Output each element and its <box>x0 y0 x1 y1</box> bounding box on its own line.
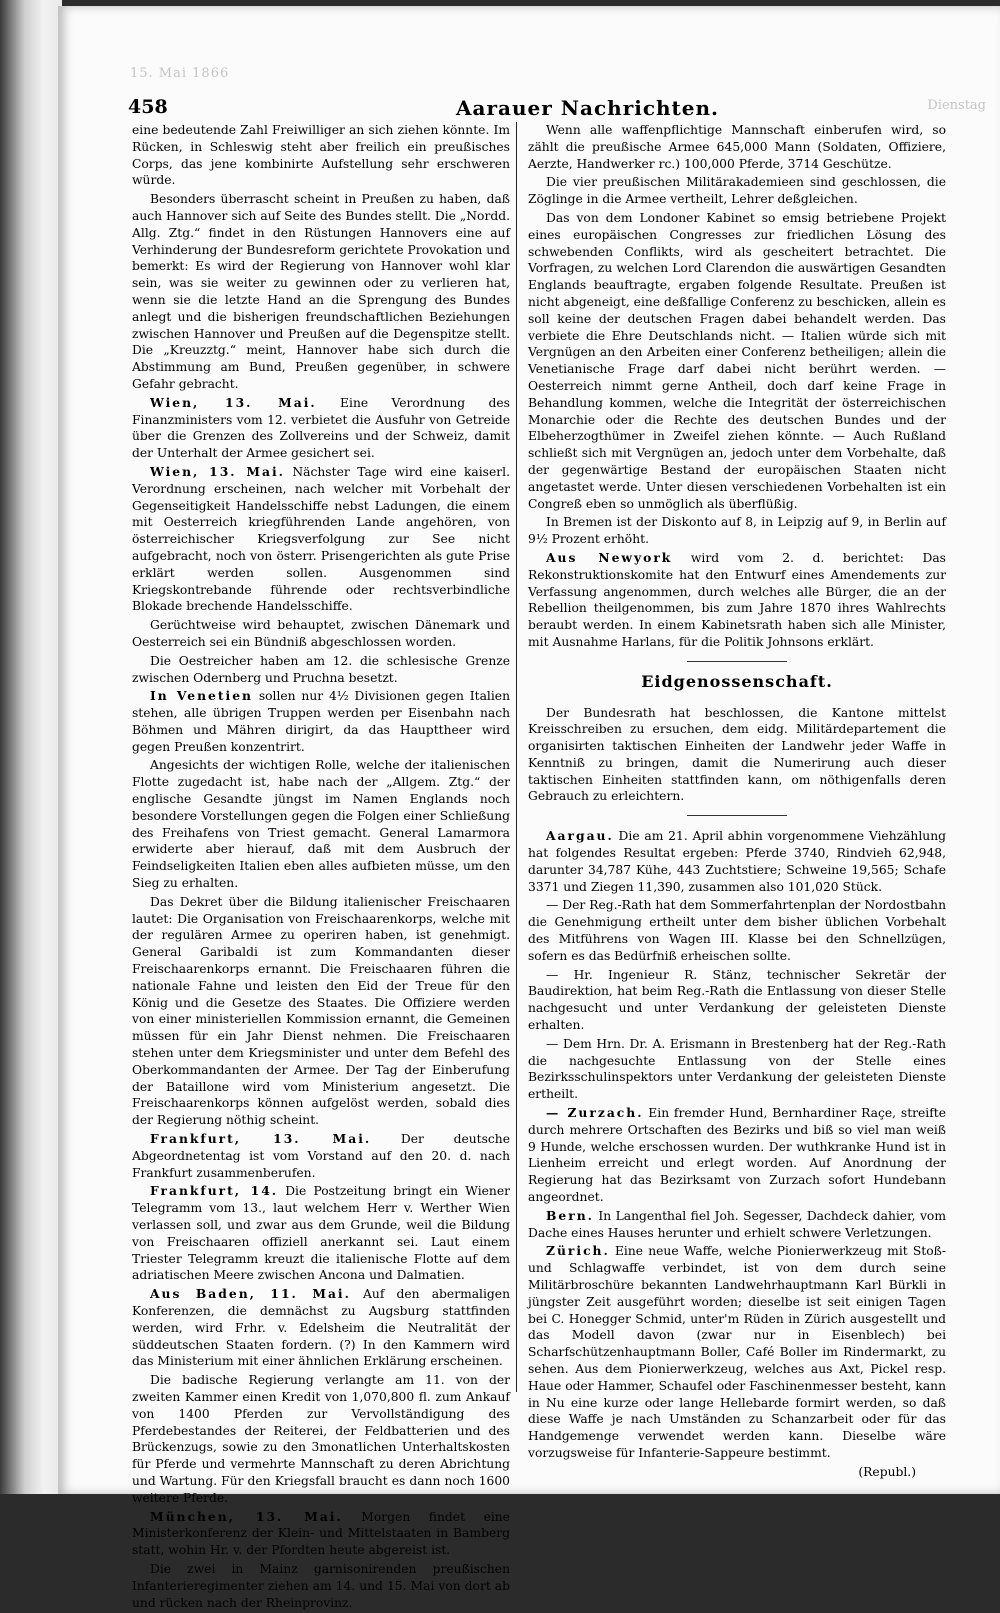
article-paragraph <box>528 1243 946 1461</box>
paragraph-text: Ein fremder Hund, Bernhardiner Raçe, streifte durch mehrere Ortschaften des Bezirks und biß so viel man weiß 9 Hunde, welche erschossen wurden. Der wuthkranke Hund ist in Lienheim erreicht und erlegt worden. Auf Anordnung der Regierung hat das Bezirksamt von Zurzach sofort Hundebann angeordnet. <box>528 1106 946 1205</box>
separator-rule <box>687 815 787 816</box>
page-number: 458 <box>128 96 168 118</box>
paragraph-text: Das von dem Londoner Kabinet so emsig betriebene Projekt eines europäischen Congresses zur friedlichen Lösung des schwebenden Conflikts, wird als gescheitert betrachtet. Die Vorfragen, zu welchen Lord Clarendon die auswärtigen Gesandten Englands beauftragte, ergaben folgende Resultate. Preußen ist nicht abgeneigt, eine deßfallige Conferenz zu beschicken, allein es soll keine der deutschen Fragen dabei behandelt werden. Das verbiete die Ehre Deutschlands nicht. — Italien würde sich mit Vergnügen an den Arbeiten einer Conferenz betheiligen; allein die Venetianische Frage darf dabei nicht berührt werden. — Oesterreich nimmt gerne Antheil, doch darf keine Frage in Behandlung kommen, welche die Integrität der österreichischen Monarchie oder die Rechte des deutschen Bundes und der Elbeherzogthümer in Zweifel ziehen könnte. — Auch Rußland schließt sich mit Vergnügen an, jedoch unter dem Vorbehalte, daß der gegenwärtige Bestand der europäischen Staaten nicht angetastet werde. Unter diesen verschiedenen Vorbehalten ist ein Congreß eben so unmöglich als überflüßig. <box>528 210 946 511</box>
separator-rule <box>687 661 787 662</box>
right-column <box>528 122 946 1481</box>
paragraph-text: Nächster Tage wird eine kaiserl. Verordnung erscheinen, nach welcher mit Vorbehalt der Gegenseitigkeit Handelsschiffe nebst Ladungen, die einem mit Oesterreich kriegführenden Lande angehören, von österreichischer Kriegsverfolgung zur See nicht aufgebracht, noch von österr. Prisengerichten als gute Prise erklärt werden sollen. Ausgenommen sind Kriegskontrebande führende oder rechtsverbindliche Blokade brechende Handelsschiffe. <box>132 464 510 614</box>
article-paragraph <box>528 550 946 651</box>
paragraph-text: — Hr. Ingenieur R. Stänz, technischer Sekretär der Baudirektion, hat beim Reg.-Rath die Entlassung von dieser Stelle nachgesucht und unter Verdankung der geleisteten Dienste erhalten. <box>528 967 946 1033</box>
paragraph-text: wird vom 2. d. berichtet: Das Rekonstruktionskomite hat den Entwurf eines Amendements zur Verfassung angenommen, durch welches alle Bürger, die an der Rebellion theilgenommen, bis zum Jahre 1870 ihres Wahlrechts beraubt werden. In einem Kabinetsrath haben sich alle Minister, mit Ausnahme Harlans, für die Politik Johnsons erklärt. <box>528 550 946 649</box>
article-paragraph <box>132 395 510 462</box>
dateline: Wien, 13. Mai. <box>150 394 317 410</box>
article-paragraph <box>528 967 946 1034</box>
dateline: Aargau. <box>546 828 614 844</box>
article-paragraph <box>132 191 510 393</box>
paragraph-text: In Langenthal fiel Joh. Segesser, Dachdeck dahier, vom Dache eines Hauses herunter und erhielt schwere Verletzungen. <box>528 1208 946 1240</box>
paragraph-text: Die am 21. April abhin vorgenommene Viehzählung hat folgendes Resultat ergeben: Pferde 3740, Rindvieh 62,948, darunter 34,787 Kühe, 443 Zuchtstiere; Schweine 19,565; Schafe 3371 und Ziegen 11,390, zusammen also 101,020 Stück. <box>528 829 946 894</box>
paragraph-text: Die vier preußischen Militärakademieen sind geschlossen, die Zöglinge in die Armee vertheilt, Lehrer deßgleichen. <box>528 175 946 207</box>
bleed-through-date: 15. Mai 1866 <box>130 66 230 81</box>
dateline: In Venetien <box>150 688 253 704</box>
paragraph-text: Die Oestreicher haben am 12. die schlesische Grenze zwischen Odernberg und Pruchna besetzt. <box>132 653 510 685</box>
dateline: — Zurzach. <box>546 1105 644 1121</box>
article-paragraph <box>528 122 946 172</box>
paragraph-text: In Bremen ist der Diskonto auf 8, in Leipzig auf 9, in Berlin auf 9½ Prozent erhöht. <box>528 515 946 547</box>
dateline: Zürich. <box>546 1243 610 1259</box>
article-paragraph <box>132 1131 510 1181</box>
article-paragraph <box>528 1036 946 1103</box>
paragraph-text: Eine Verordnung des Finanzministers vom 12. verbietet die Ausfuhr von Getreide über die Grenzen des Zollvereins und der Schweiz, damit der Unterhalt der Armee gesichert sei. <box>132 395 510 461</box>
paragraph-text: Morgen findet eine Ministerkonferenz der Klein- und Mittelstaaten in Bamberg statt, wohin Hr. v. der Pfordten heute abgereist ist. <box>132 1509 510 1558</box>
scan-binding-edge <box>0 0 62 1494</box>
dateline: Aus Baden, 11. Mai. <box>150 1286 351 1302</box>
article-paragraph <box>528 897 946 964</box>
bleed-through-right: Dienstag <box>927 98 986 113</box>
article-paragraph <box>132 653 510 687</box>
dateline: Wien, 13. Mai. <box>150 463 285 479</box>
paragraph-text: Die badische Regierung verlangte am 11. von der zweiten Kammer einen Kredit von 1,070,800 fl. zum Ankauf von 1400 Pferden zur Vervollständigung des Pferdebestandes der Reiterei, der Feldbatterien und des Brückenzugs, sowie zu den 3monatlichen Unterhaltskosten für Pferde und vermehrte Mannschaft zu deren Abrichtung und Wartung. Für den Kriegsfall braucht es dann noch 1600 weitere Pferde. <box>132 1373 510 1505</box>
section-title: Eidgenossenschaft. <box>641 671 833 691</box>
article-paragraph <box>132 464 510 615</box>
article-paragraph <box>132 1286 510 1370</box>
article-paragraph <box>132 757 510 891</box>
article-paragraph <box>528 1105 946 1206</box>
paragraph-text: — Dem Hrn. Dr. A. Erismann in Brestenberg hat der Reg.-Rath die nachgesuchte Entlassung von der Stelle eines Bezirksschulinspektors unter Verdankung der geleisteten Dienste ertheilt. <box>528 1036 946 1102</box>
newspaper-title: Aarauer Nachrichten. <box>456 96 720 120</box>
paragraph-text: eine bedeutende Zahl Freiwilliger an sich ziehen könnte. Im Rücken, in Schleswig steht aber freilich ein preußisches Corps, das jene kombinirte Aufstellung sehr erschweren würde. <box>132 123 510 188</box>
dateline: Bern. <box>546 1207 594 1223</box>
article-paragraph <box>528 705 946 806</box>
paragraph-text: Eine neue Waffe, welche Pionierwerkzeug mit Stoß- und Schlagwaffe verbindet, ist von dem durch seine Militärbroschüre bekannten Landwehrhauptmann Karl Bürkli in jüngster Zeit ausgeführt worden; dieselbe ist seit einigen Tagen bei C. Honegger Schmid, unter'm Rüden in Zürich ausgestellt und das Modell davon (zwar nur in Eisenblech) bei Scharfschützenhauptmann Boller, Café Boller im Rindermarkt, zu sehen. Aus dem Pionierwerkzeug, welches aus Axt, Pickel resp. Haue oder Hammer, Schaufel oder Faschinenmesser besteht, kann in Nu eine kurze oder lange Hellebarde formirt werden, so daß diese Waffe je nach Umständen zu Schanzarbeit oder für das Handgemenge verwendet werden kann. Dieselbe wäre vorzugsweise für Infanterie-Sappeure bestimmt. <box>528 1244 946 1460</box>
paragraph-text: Besonders überrascht scheint in Preußen zu haben, daß auch Hannover sich auf Seite des Bundes stellt. Die „Nordd. Allg. Ztg.“ findet in den Rüstungen Hannovers eine auf Verhinderung der Bundesreform gerichtete Provokation und bemerkt: Es wird der Regierung von Hannover wohl klar sein, was sie weiter zu gewinnen oder zu verlieren hat, wenn sie die letzte Hand an die Sprengung des Bundes anlegt und die bisherigen freundschaftlichen Beziehungen zwischen Hannover und Preußen auf die Degenspitze stellt. Die „Kreuzztg.“ meint, Hannover habe sich durch die Abstimmung am Bund, Preußen gegenüber, in schwere Gefahr gebracht. <box>132 192 510 391</box>
dateline: München, 13. Mai. <box>150 1508 343 1524</box>
article-paragraph <box>528 514 946 548</box>
paragraph-text: Die Postzeitung bringt ein Wiener Telegramm vom 13., laut welchem Herr v. Werther Wien verlassen soll, und zwar aus dem Grunde, weil die Bildung von Freischaaren offiziell anerkannt sei. Laut einem Triester Telegramm kreuzt die italienische Flotte auf dem adriatischen Meere zwischen Ancona und Dalmatien. <box>132 1184 510 1283</box>
paragraph-text: Auf den abermaligen Konferenzen, die demnächst zu Augsburg stattfinden werden, wird Frhr. v. Edelsheim die Neutralität der süddeutschen Staaten fordern. (?) In den Kammern wird das Ministerium mit einer ähnlichen Erklärung erscheinen. <box>132 1287 510 1369</box>
article-paragraph <box>132 1561 510 1611</box>
article-paragraph <box>528 1208 946 1242</box>
dateline: Aus Newyork <box>546 549 673 565</box>
paragraph-text: Das Dekret über die Bildung italienischer Freischaaren lautet: Die Organisation von Freischaarenkorps, welche mit der regulären Armee zu operiren haben, ist genehmigt. General Garibaldi ist zum Kommandanten dieser Freischaarenkorps ernannt. Die Freischaaren führen die nationale Fahne und leisten den Eid der Treue für den König und die Gesetze des Staates. Die Offiziere werden von einer ministeriellen Kommission ernannt, die Gemeinen müssen für ein Jahr Dienst nehmen. Die Freischaaren stehen unter dem Kriegsminister und unter dem Befehl des Oberkommandanten der Armee. Der Tag der Einberufung der Bataillone wird vom Ministerium angesetzt. Die Freischaarenkorps können aufgelöst werden, sobald dies der Regierung nöthig scheint. <box>132 894 510 1128</box>
article-paragraph <box>132 122 510 189</box>
article-paragraph <box>132 1509 510 1559</box>
paragraph-text: sollen nur 4½ Divisionen gegen Italien stehen, alle übrigen Truppen werden per Eisenbahn nach Böhmen und Mähren dirigirt, da das Haupttheer wird gegen Preußen konzentrirt. <box>132 689 510 754</box>
left-column <box>132 122 510 1613</box>
paragraph-text: — Der Reg.-Rath hat dem Sommerfahrtenplan der Nordostbahn die Genehmigung ertheilt unter dem bisher üblichen Vorbehalt des Mitführens von Wagen III. Klasse bei den Schnellzügen, sofern es das Bedürfniß erheischen sollte. <box>528 898 946 963</box>
dateline: Frankfurt, 14. <box>150 1183 279 1199</box>
article-paragraph <box>132 1183 510 1284</box>
article-paragraph <box>528 210 946 512</box>
paragraph-text: Wenn alle waffenpflichtige Mannschaft einberufen wird, so zählt die preußische Armee 645,000 Mann (Soldaten, Offiziere, Aerzte, Handwerker rc.) 100,000 Pferde, 3714 Geschütze. <box>528 123 946 171</box>
article-paragraph <box>528 174 946 208</box>
paragraph-text: Der Bundesrath hat beschlossen, die Kantone mittelst Kreisschreiben zu ersuchen, dem eidg. Militärdepartement die organisirten taktischen Einheiten der Landwehr jeder Waffe in Kenntniß zu bringen, damit die Numerirung auch dieser taktischen Einheiten stattfinden kann, om nöthigenfalls deren Gebrauch zu erleichtern. <box>528 705 946 804</box>
article-paragraph <box>528 828 946 895</box>
dateline: Frankfurt, 13. Mai. <box>150 1131 372 1147</box>
article-paragraph <box>132 1372 510 1506</box>
paragraph-text: Gerüchtweise wird behauptet, zwischen Dänemark und Oesterreich sei ein Bündniß abgeschlossen worden. <box>132 618 510 649</box>
page-header <box>128 96 990 122</box>
article-paragraph <box>132 894 510 1129</box>
paragraph-text: Der deutsche Abgeordnetentag ist vom Vorstand auf den 20. d. nach Frankfurt zusammenberufen. <box>132 1132 510 1180</box>
paragraph-text: Angesichts der wichtigen Rolle, welche der italienischen Flotte zugedacht ist, habe nach der „Allgem. Ztg.“ der englische Gesandte jüngst im Namen Englands noch besondere Vorstellungen gegen die Folgen einer Schließung des Freihafens von Triest gemacht. General Lamarmora erwiderte aber hierauf, daß mit dem Ausbruch der Feindseligkeiten Italien eben alles aufbieten müsse, um den Sieg zu erhalten. <box>132 758 510 891</box>
article-paragraph <box>132 688 510 755</box>
source-signature: (Republ.) <box>858 1464 916 1479</box>
article-paragraph <box>132 617 510 651</box>
paragraph-text: Die zwei in Mainz garnisonirenden preußischen Infanterieregimenter ziehen am 14. und 15. Mai von dort ab und rücken nach der Rheinprovinz. <box>132 1561 510 1610</box>
column-divider <box>516 122 517 1392</box>
